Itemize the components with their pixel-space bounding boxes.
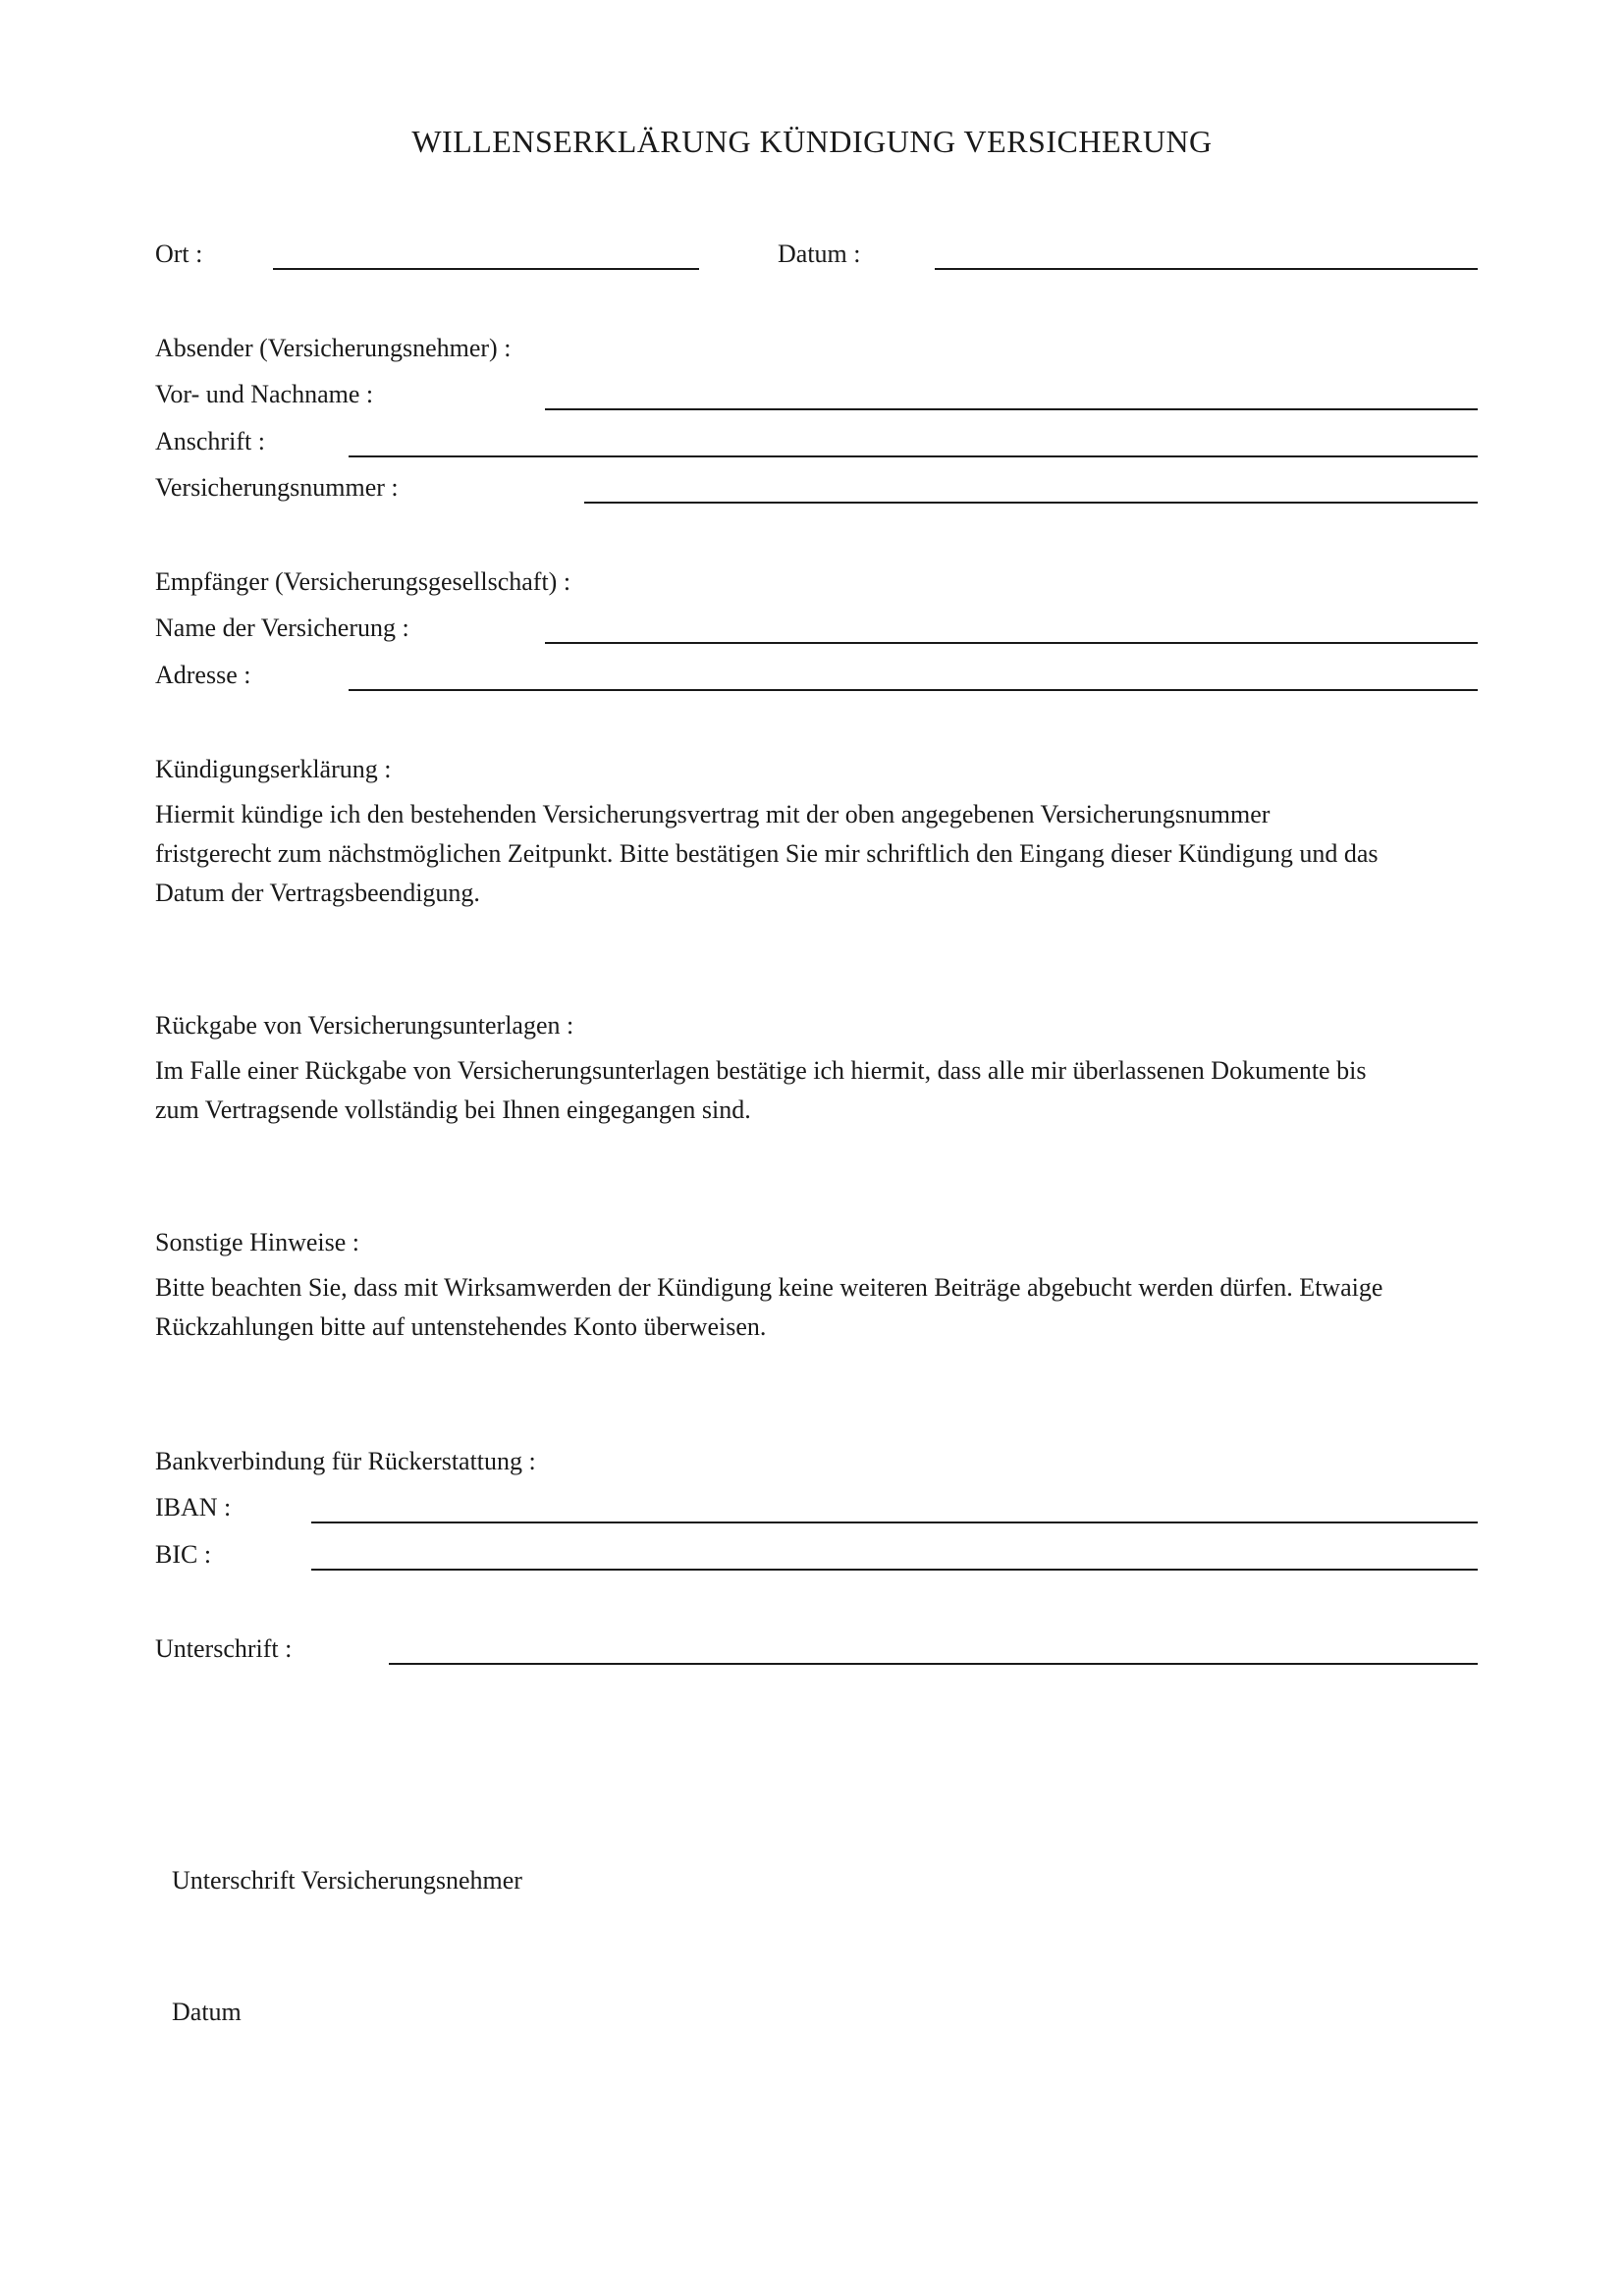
signature-caption: Unterschrift Versicherungsnehmer [172, 1866, 522, 1895]
kuendigung-line: Hiermit kündige ich den bestehenden Versicherungsvertrag mit der oben angegebenen Versicherungsnummer [155, 800, 1271, 828]
document-title: WILLENSERKLÄRUNG KÜNDIGUNG VERSICHERUNG [411, 124, 1213, 159]
name-label: Vor- und Nachname : [155, 380, 374, 408]
unterschrift-field[interactable] [389, 1663, 1478, 1665]
kuendigung-line: Datum der Vertragsbeendigung. [155, 879, 480, 907]
name-field[interactable] [545, 408, 1478, 410]
datum-label: Datum : [778, 240, 861, 268]
date-caption: Datum [172, 1998, 242, 2026]
rueckgabe-heading: Rückgabe von Versicherungsunterlagen : [155, 1011, 574, 1040]
iban-label: IBAN : [155, 1493, 232, 1522]
bank-heading: Bankverbindung für Rückerstattung : [155, 1447, 536, 1475]
ort-label: Ort : [155, 240, 203, 268]
unterschrift-label: Unterschrift : [155, 1634, 293, 1663]
anschrift-field[interactable] [349, 455, 1478, 457]
hinweise-line: Bitte beachten Sie, dass mit Wirksamwerden der Kündigung keine weiteren Beiträge abgebucht werden dürfen. Etwaige [155, 1273, 1383, 1302]
versicherungsnummer-field[interactable] [584, 502, 1478, 504]
empfaenger-heading: Empfänger (Versicherungsgesellschaft) : [155, 567, 571, 596]
hinweise-text [155, 1268, 1490, 1347]
datum-field[interactable] [935, 268, 1478, 270]
adresse-field[interactable] [349, 689, 1478, 691]
kuendigung-text [155, 795, 1490, 913]
rueckgabe-line: Im Falle einer Rückgabe von Versicherungsunterlagen bestätige ich hiermit, dass alle mir überlassenen Dokumente bis [155, 1056, 1367, 1085]
kuendigung-heading: Kündigungserklärung : [155, 755, 392, 783]
versicherung-name-label: Name der Versicherung : [155, 614, 409, 642]
absender-heading: Absender (Versicherungsnehmer) : [155, 334, 512, 362]
adresse-label: Adresse : [155, 661, 251, 689]
hinweise-line: Rückzahlungen bitte auf untenstehendes Konto überweisen. [155, 1312, 767, 1341]
hinweise-heading: Sonstige Hinweise : [155, 1228, 359, 1256]
bic-label: BIC : [155, 1540, 212, 1569]
rueckgabe-line: zum Vertragsende vollständig bei Ihnen eingegangen sind. [155, 1095, 751, 1124]
anschrift-label: Anschrift : [155, 427, 265, 455]
ort-field[interactable] [273, 268, 699, 270]
bic-field[interactable] [311, 1569, 1478, 1571]
kuendigung-line: fristgerecht zum nächstmöglichen Zeitpunkt. Bitte bestätigen Sie mir schriftlich den Eingang dieser Kündigung und das [155, 839, 1379, 868]
rueckgabe-text [155, 1051, 1490, 1130]
versicherungsnummer-label: Versicherungsnummer : [155, 473, 399, 502]
iban-field[interactable] [311, 1522, 1478, 1523]
versicherung-name-field[interactable] [545, 642, 1478, 644]
